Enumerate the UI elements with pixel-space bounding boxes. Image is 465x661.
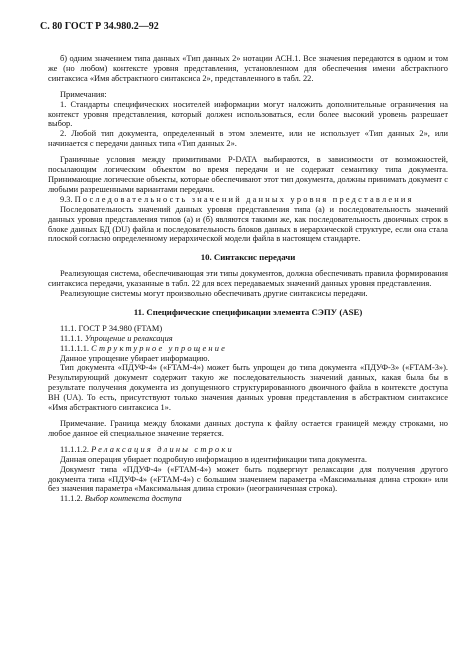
paragraph-relaxation: Данная операция убирает подробную информацию в идентификации типа документа. <box>60 454 367 464</box>
paragraph-simplification: Данное упрощение убирает информацию. <box>60 353 210 363</box>
section-11-1-1-1-number: 11.1.1.1. <box>60 343 90 353</box>
section-11-1-1-title: Упрощение и релаксация <box>84 333 173 343</box>
section-9-3-number: 9.3. <box>60 194 73 204</box>
section-9-3-title: Последовательность значений данных уровня представления <box>74 194 414 204</box>
note-2: 2. Любой тип документа, определенный в этом элементе, или не использует «Тип данных 2», или начинается с передачи данных типа «Тип данных 2». <box>48 129 448 149</box>
section-11-1-heading: 11.1. ГОСТ Р 34.980 (FTAM) <box>60 323 163 333</box>
section-9-3-heading <box>48 195 448 205</box>
section-11-1-1-heading <box>48 334 448 344</box>
section-11-1-1-2-heading <box>48 445 448 455</box>
paragraph-boundary: Граничные условия между примитивами P-DATA выбираются, в зависимости от возможностей, посылающим логическим объектом во время передачи и не содержат семантику типа документа. Принимающие логические объекты, которые обеспечивают этот тип документа, должны принимать документ с любыми разрешенными вариантами передачи. <box>48 155 448 194</box>
paragraph-ftam4-relax: Документ типа «ПДУФ-4» («FTAM-4») может быть подвергнут релаксации для получения другого документа типа «ПДУФ-4» («FTAM-4») с большим значением параметра «Максимальная длина строки» или без значения параметра «Максимальная длина строки» (неограниченная строка). <box>48 464 448 494</box>
section-11-1-2-heading <box>48 494 448 504</box>
paragraph-ftam4-simplify: Тип документа «ПДУФ-4» («FTAM-4») может быть упрощен до типа документа «ПДУФ-3» («FTAM-3»). Результирующий документ содержит такую же последовательность значений данных, какая была бы в результате получения документа из допущенного структурированного двоичного файла в контексте доступа ВН (UA). То есть, присутствуют только значения данных уровня представления в абстрактном синтаксисе «Имя абстрактного синтаксиса 1». <box>48 363 448 413</box>
section-11-1-1-1-heading <box>48 344 448 354</box>
paragraph-system-1: Реализующая система, обеспечивающая эти типы документов, должна обеспечивать правила формирования синтаксиса передачи, указанные в табл. 22 для всех передаваемых значений данных уровня представления. <box>48 269 448 289</box>
note-boundary: Примечание. Граница между блоками данных доступа к файлу остается границей между строками, но любое данное ей специальное значение теряется. <box>48 419 448 438</box>
paragraph-b: б) одним значением типа данных «Тип данных 2» нотации АСН.1. Все значения передаются в одном и том же (но любом) контексте уровня представления, установленном для обеспечения имени абстрактного синтаксиса «Имя абстрактного синтаксиса 2», представленного в табл. 22. <box>48 54 448 83</box>
section-11-1-2-number: 11.1.2. <box>60 494 83 504</box>
section-11-1-1-number: 11.1.1. <box>60 333 83 343</box>
paragraph-system-2: Реализующие системы могут произвольно обеспечивать другие синтаксисы передачи. <box>60 289 368 299</box>
section-11-heading: 11. Специфические спецификации элемента СЭПУ (ASE) <box>133 306 363 317</box>
paragraph-sequence: Последовательность значений данных уровня представления типа (а) и последовательность значений данных уровня представления типов (а) и (б) являются такими же, как последовательность двоичных строк в блоке данных БД (DU) файла и последовательность блоков данных в иерархической структуре, если она стала плоской согласно определенному иерархической модели файла в настоящем стандарте. <box>48 204 448 244</box>
section-11-1-2-title: Выбор контекста доступа <box>84 494 182 504</box>
section-10-heading: 10. Синтаксис передачи <box>200 252 296 263</box>
page-header: С. 80 ГОСТ Р 34.980.2—92 <box>40 21 159 32</box>
notes-heading: Примечания: <box>60 89 107 99</box>
section-11-1-1-1-title: Структурное упрощение <box>91 343 228 353</box>
document-body <box>48 54 448 504</box>
note-1: 1. Стандарты специфических носителей информации могут наложить дополнительные ограничения на контекст уровня представления, который должен использоваться, если более высокий уровень разрешает выбор. <box>48 99 448 129</box>
section-11-1-1-2-title: Релаксация длины строки <box>91 444 234 454</box>
section-11-1-1-2-number: 11.1.1.2. <box>60 444 90 454</box>
